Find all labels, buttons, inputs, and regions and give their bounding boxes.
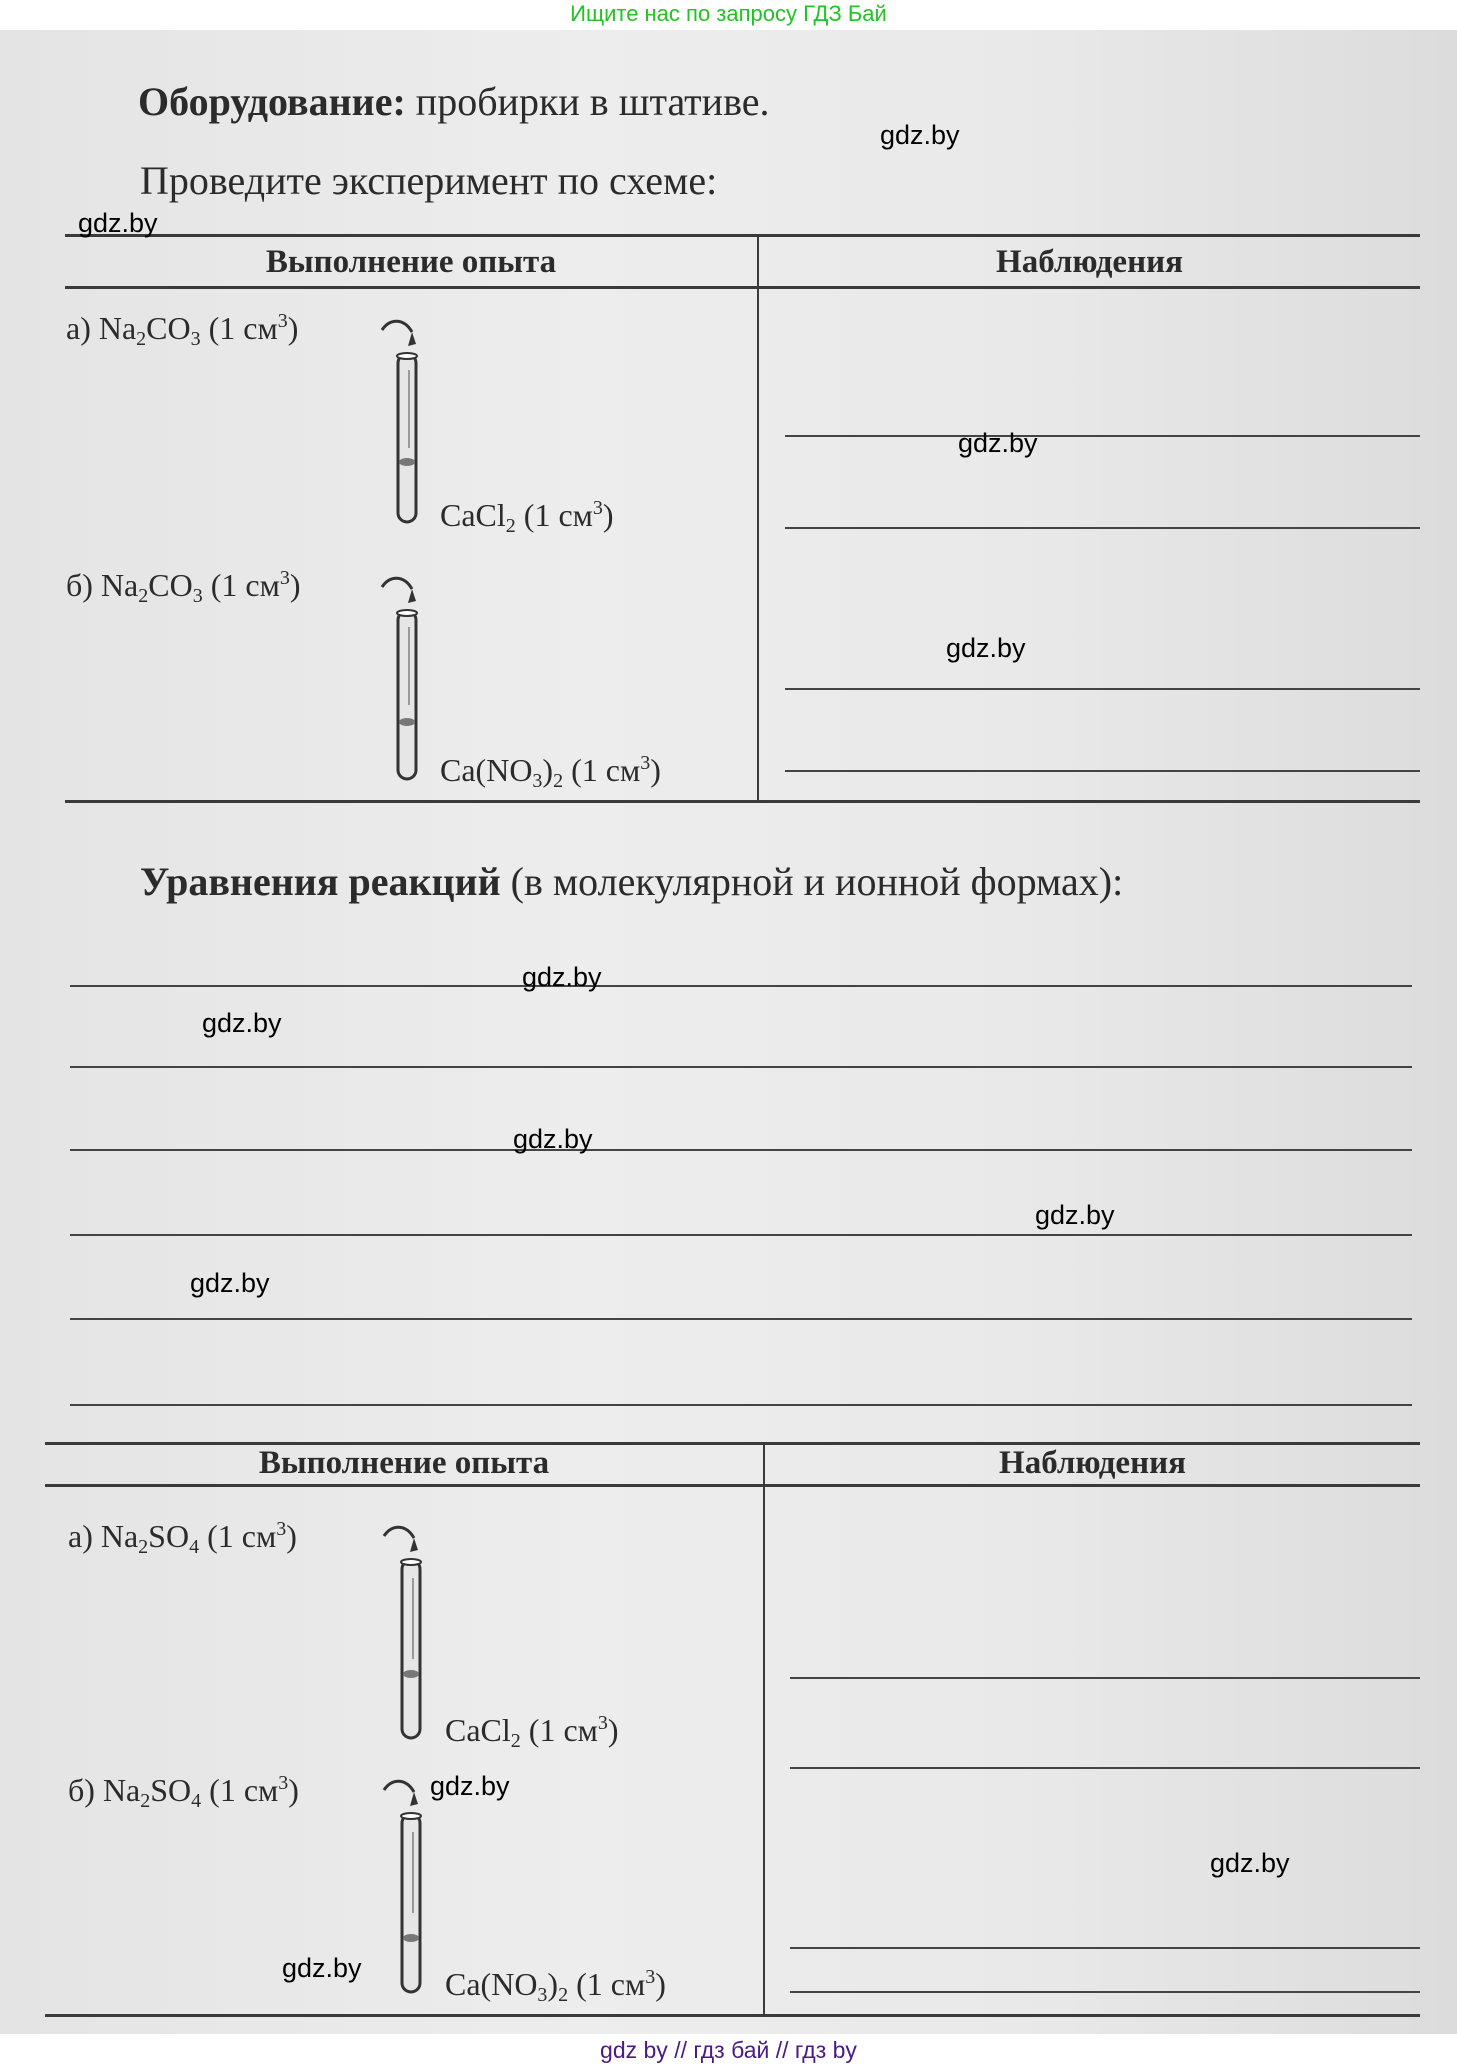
reagent-label-b: б) $Na_2CO_3$ (1 $см^3$) (66, 567, 301, 607)
target-label-b: $Ca(NO_3)_2$ (1 $см^3$) (440, 752, 661, 792)
spacer (45, 1504, 1420, 1506)
watermark: gdz.by (1035, 1200, 1115, 1230)
equations-label: Уравнения реакций (140, 859, 501, 904)
watermark: gdz.by (190, 1268, 270, 1298)
target-label-a: CaCl$_2$ (1 $см^3$) (445, 1712, 619, 1752)
observation-answer-line[interactable] (785, 527, 1420, 529)
equipment-text: пробирки в штативе. (405, 79, 770, 124)
reagent-label-a: а) $Na_2CO_3$ (1 $см^3$) (66, 310, 299, 350)
watermark: gdz.by (958, 428, 1038, 458)
test-tube-icon (378, 318, 438, 533)
equation-answer-line[interactable] (70, 1066, 1412, 1068)
footer-text: gdz by // гдз бай // гдз by (600, 2037, 857, 2063)
watermark: gdz.by (513, 1124, 593, 1154)
watermark: gdz.by (946, 633, 1026, 663)
equation-answer-line[interactable] (70, 1149, 1412, 1151)
observation-answer-line[interactable] (785, 688, 1420, 690)
bottom-footer (0, 2034, 1457, 2066)
watermark: gdz.by (202, 1008, 282, 1038)
equipment-line (138, 78, 769, 125)
watermark: gdz.by (430, 1771, 510, 1801)
observation-answer-line[interactable] (790, 1991, 1420, 1993)
observation-answer-line[interactable] (790, 1677, 1420, 1679)
watermark: gdz.by (282, 1953, 362, 1983)
table-header-border (45, 1484, 1420, 1487)
equation-answer-line[interactable] (70, 985, 1412, 987)
watermark: gdz.by (880, 120, 960, 150)
equation-answer-line[interactable] (70, 1318, 1412, 1320)
banner-text: Ищите нас по запросу ГДЗ Бай (570, 1, 887, 26)
target-label-b: $Ca(NO_3)_2$ (1 $см^3$) (445, 1966, 666, 2006)
column-header-observations: Наблюдения (996, 244, 1183, 280)
column-header-procedure: Выполнение опыта (265, 244, 557, 280)
spacer (45, 1484, 46, 1487)
equations-text: (в молекулярной и ионной формах): (500, 859, 1124, 904)
equations-heading (140, 858, 1123, 905)
table-header-border (65, 286, 1420, 289)
test-tube-icon (380, 1524, 440, 1749)
observation-answer-line[interactable] (790, 1947, 1420, 1949)
reagent-label-a: а) $Na_2SO_4$ (1 $см^3$) (68, 1518, 297, 1558)
watermark: gdz.by (78, 208, 158, 238)
column-header-observations: Наблюдения (999, 1445, 1186, 1481)
watermark: gdz.by (522, 962, 602, 992)
table-bottom-border (45, 2014, 1420, 2017)
observation-answer-line[interactable] (785, 770, 1420, 772)
column-header-procedure: Выполнение опыта (258, 1445, 550, 1481)
test-tube-icon (380, 1778, 440, 2003)
column-divider (763, 1443, 765, 2015)
observation-answer-line[interactable] (790, 1767, 1420, 1769)
column-divider (757, 236, 759, 802)
table-top-border (65, 234, 1420, 237)
equation-answer-line[interactable] (70, 1404, 1412, 1406)
observation-answer-line[interactable] (785, 435, 1420, 437)
table-bottom-border (65, 800, 1420, 803)
equipment-label: Оборудование: (138, 79, 406, 124)
top-banner (0, 0, 1457, 30)
target-label-a: CaCl$_2$ (1 $см^3$) (440, 497, 614, 537)
equation-answer-line[interactable] (70, 1234, 1412, 1236)
instruction-text: Проведите эксперимент по схеме: (140, 158, 718, 203)
watermark: gdz.by (1210, 1848, 1290, 1878)
reagent-label-b: б) $Na_2SO_4$ (1 $см^3$) (68, 1772, 299, 1812)
test-tube-icon (378, 575, 438, 790)
